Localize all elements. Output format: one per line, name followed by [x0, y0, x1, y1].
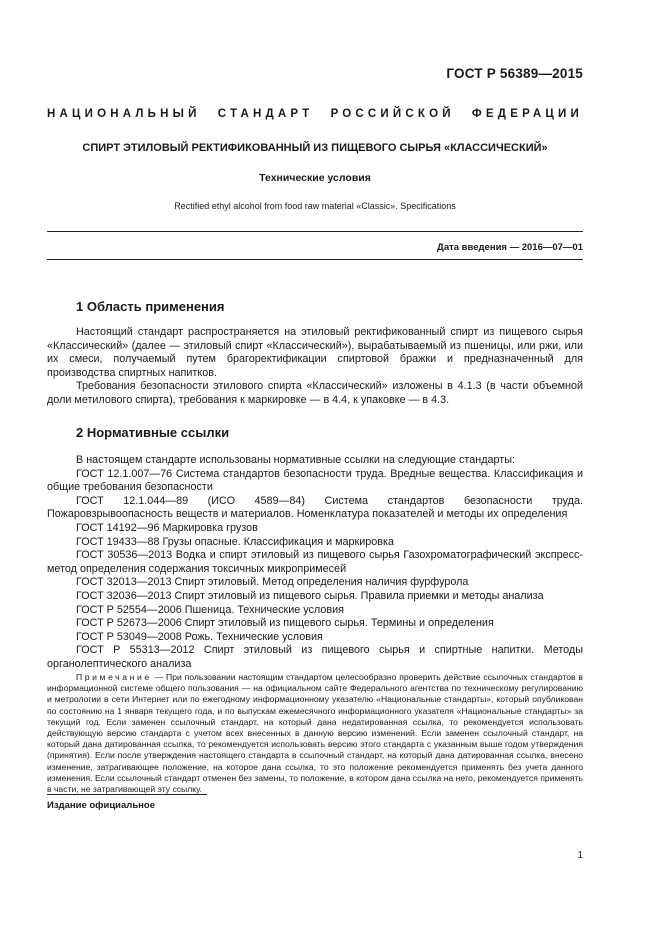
document-subtitle: Технические условия [259, 172, 371, 184]
paragraph: Требования безопасности этилового спирта «Классический» изложены в 4.1.3 (в части объемной доли метилового спирта), требования к маркировке — в 4.4, к упаковке — в 4.3. [47, 380, 583, 406]
paragraph: В настоящем стандарте использованы нормативные ссылки на следующие стандарты: [76, 454, 515, 466]
edition-label: Издание официальное [47, 800, 155, 811]
english-title: Rectified ethyl alcohol from food raw material «Classic». Specifications [174, 201, 456, 211]
note-text: — При пользовании настоящим стандартом целесообразно проверить действие ссылочных стандартов в информационной системе общего пользования — на официальном сайте Федерального агентства по техническому регулированию и метрологии в сети Интернет или по ежегодному информационному указателю «Национальные стандарты», который опубликован по состоянию на 1 января текущего года, и по выпускам ежемесячного информационного указателя «Национальные стандарты» за текущий год. Если заменен ссылочный стандарт, на который дана недатированная ссылка, то рекомендуется использовать действующую версию стандарта с учетом всех внесенных в данную версию изменений. Если заменен ссылочный стандарт, на который дана датированная ссылка, то рекомендуется использовать версию этого стандарта с указанным выше годом утверждения (принятия). Если после утверждения настоящего стандарта в ссылочный стандарт, на который дана датированная ссылка, внесено изменение, затрагивающее положение, на которое дана ссылка, то это положение рекомендуется применять без учета данного изменения. Если ссылочный стандарт отменен без замены, то положение, в котором дана ссылка на него, рекомендуется применять в части, не затрагивающей эту ссылку. [47, 672, 583, 795]
reference-item: ГОСТ 12.1.007—76 Система стандартов безопасности труда. Вредные вещества. Классификация и общие требования безопасности [47, 467, 583, 494]
banner-word: СТАНДАРТ [217, 108, 314, 120]
banner-word: ФЕДЕРАЦИИ [471, 108, 583, 120]
reference-item: ГОСТ 19433—88 Грузы опасные. Классификация и маркировка [76, 535, 395, 548]
page-number: 1 [577, 850, 583, 861]
reference-item: ГОСТ 12.1.044—89 (ИСО 4589—84) Система стандартов безопасности труда. Пожаровзрывоопасность веществ и материалов. Номенклатура показателей и методы их определения [47, 494, 583, 521]
reference-item: ГОСТ 30536—2013 Водка и спирт этиловый из пищевого сырья Газохроматографический экспресс-метод определения содержания токсичных микропримесей [47, 549, 583, 575]
document-title: СПИРТ ЭТИЛОВЫЙ РЕКТИФИКОВАННЫЙ ИЗ ПИЩЕВОГО СЫРЬЯ «КЛАССИЧЕСКИЙ» [82, 142, 548, 154]
divider [47, 231, 583, 232]
reference-item: ГОСТ 14192—96 Маркировка грузов [76, 521, 258, 534]
divider [47, 259, 583, 260]
standard-code: ГОСТ Р 56389—2015 [446, 66, 583, 81]
section-heading: 1 Область применения [76, 299, 225, 314]
reference-item: ГОСТ Р 53049—2008 Рожь. Технические условия [76, 630, 323, 643]
note [47, 672, 583, 795]
note-label: Примечание [76, 672, 152, 682]
reference-item: ГОСТ Р 55313—2012 Спирт этиловый из пищевого сырья и спиртные напитки. Методы органолептического анализа [47, 644, 583, 670]
banner-word: РОССИЙСКОЙ [330, 108, 455, 120]
banner-word: НАЦИОНАЛЬНЫЙ [47, 108, 201, 120]
section-heading: 2 Нормативные ссылки [76, 425, 230, 440]
reference-item: ГОСТ Р 52673—2006 Спирт этиловый из пищевого сырья. Термины и определения [76, 617, 494, 630]
introduction-date: Дата введения — 2016—07—01 [437, 242, 583, 253]
reference-item: ГОСТ Р 52554—2006 Пшеница. Технические условия [76, 603, 344, 616]
reference-item: ГОСТ 32013—2013 Спирт этиловый. Метод определения наличия фурфурола [76, 576, 469, 589]
section-body [47, 454, 583, 672]
paragraph: Настоящий стандарт распространяется на этиловый ректификованный спирт из пищевого сырья «Классический» (далее — этиловый спирт «Классический»), вырабатываемый из пшеницы, или ржи, или их смеси, получаемый путем брагоректификации спиртовой бражки и предназначенный для производства спиртных напитков. [47, 326, 583, 379]
section-body [47, 326, 583, 408]
reference-item: ГОСТ 32036—2013 Спирт этиловый из пищевого сырья. Правила приемки и методы анализа [76, 589, 544, 602]
national-standard-banner [47, 108, 583, 120]
divider [47, 794, 207, 795]
